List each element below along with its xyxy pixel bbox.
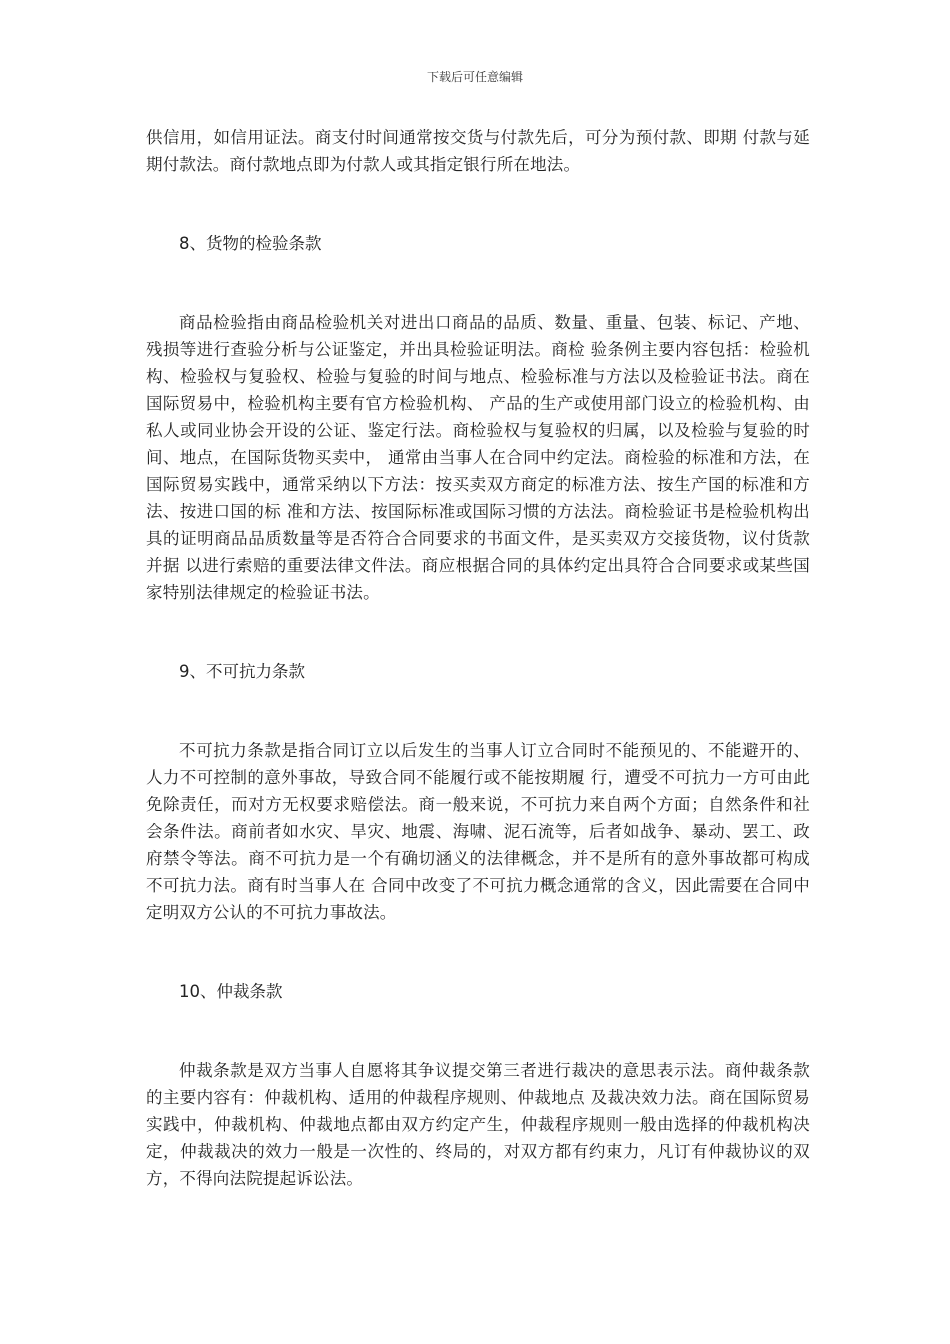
section-8-paragraph: 商品检验指由商品检验机关对进出口商品的品质、数量、重量、包装、标记、产地、残损等进行查验分析与公证鉴定，并出具检验证明法。商检 验条例主要内容包括：检验机构、检验权与复验权、检验与复验的时间与地点、检验标准与方法以及检验证书法。商在国际贸易中，检验机构主要有官方检验机构、 产品的生产或使用部门设立的检验机构、由私人或同业协会开设的公证、鉴定行法。商检验权与复验权的归属，以及检验与复验的时间、地点，在国际货物买卖中， 通常由当事人在合同中约定法。商检验的标准和方法，在国际贸易实践中，通常采纳以下方法：按买卖双方商定的标准方法、按生产国的标准和方法、按进口国的标 准和方法、按国际标准或国际习惯的方法法。商检验证书是检验机构出具的证明商品品质数量等是否符合合同要求的书面文件，是买卖双方交接货物，议付货款并据 以进行索赔的重要法律文件法。商应根据合同的具体约定出具符合合同要求或某些国家特别法律规定的检验证书法。 xyxy=(146,313,810,602)
spacer xyxy=(146,606,810,658)
section-9-paragraph: 不可抗力条款是指合同订立以后发生的当事人订立合同时不能预见的、不能避开的、人力不可控制的意外事故，导致合同不能履行或不能按期履 行，遭受不可抗力一方可由此免除责任，而对方无权要求赔偿法。商一般来说，不可抗力来自两个方面；自然条件和社会条件法。商前者如水灾、旱灾、地震、海啸、泥石流等，后者如战争、暴动、罢工、政府禁令等法。商不可抗力是一个有确切涵义的法律概念，并不是所有的意外事故都可构成不可抗力法。商有时当事人在 合同中改变了不可抗力概念通常的含义，因此需要在合同中定明双方公认的不可抗力事故法。 xyxy=(146,741,810,922)
section-8-heading: 8、货物的检验条款 xyxy=(179,234,322,253)
spacer xyxy=(146,926,810,978)
section-9-heading: 9、不可抗力条款 xyxy=(179,662,305,681)
spacer xyxy=(146,178,810,230)
document-body xyxy=(146,124,810,1192)
spacer xyxy=(146,685,810,737)
section-10-paragraph: 仲裁条款是双方当事人自愿将其争议提交第三者进行裁决的意思表示法。商仲裁条款的主要内容有：仲裁机构、适用的仲裁程序规则、仲裁地点 及裁决效力法。商在国际贸易实践中，仲裁机构、仲裁地点都由双方约定产生，仲裁程序规则一般由选择的仲裁机构决定，仲裁裁决的效力一般是一次性的、终局的，对双方都有约束力，凡订有仲裁协议的双方，不得向法院提起诉讼法。 xyxy=(146,1061,810,1188)
section-10-heading: 10、仲裁条款 xyxy=(179,982,283,1001)
spacer xyxy=(146,257,810,309)
intro-paragraph: 供信用，如信用证法。商支付时间通常按交货与付款先后，可分为预付款、即期 付款与延期付款法。商付款地点即为付款人或其指定银行所在地法。 xyxy=(146,128,810,174)
page-header-note: 下载后可任意编辑 xyxy=(426,70,523,84)
spacer xyxy=(146,1005,810,1057)
